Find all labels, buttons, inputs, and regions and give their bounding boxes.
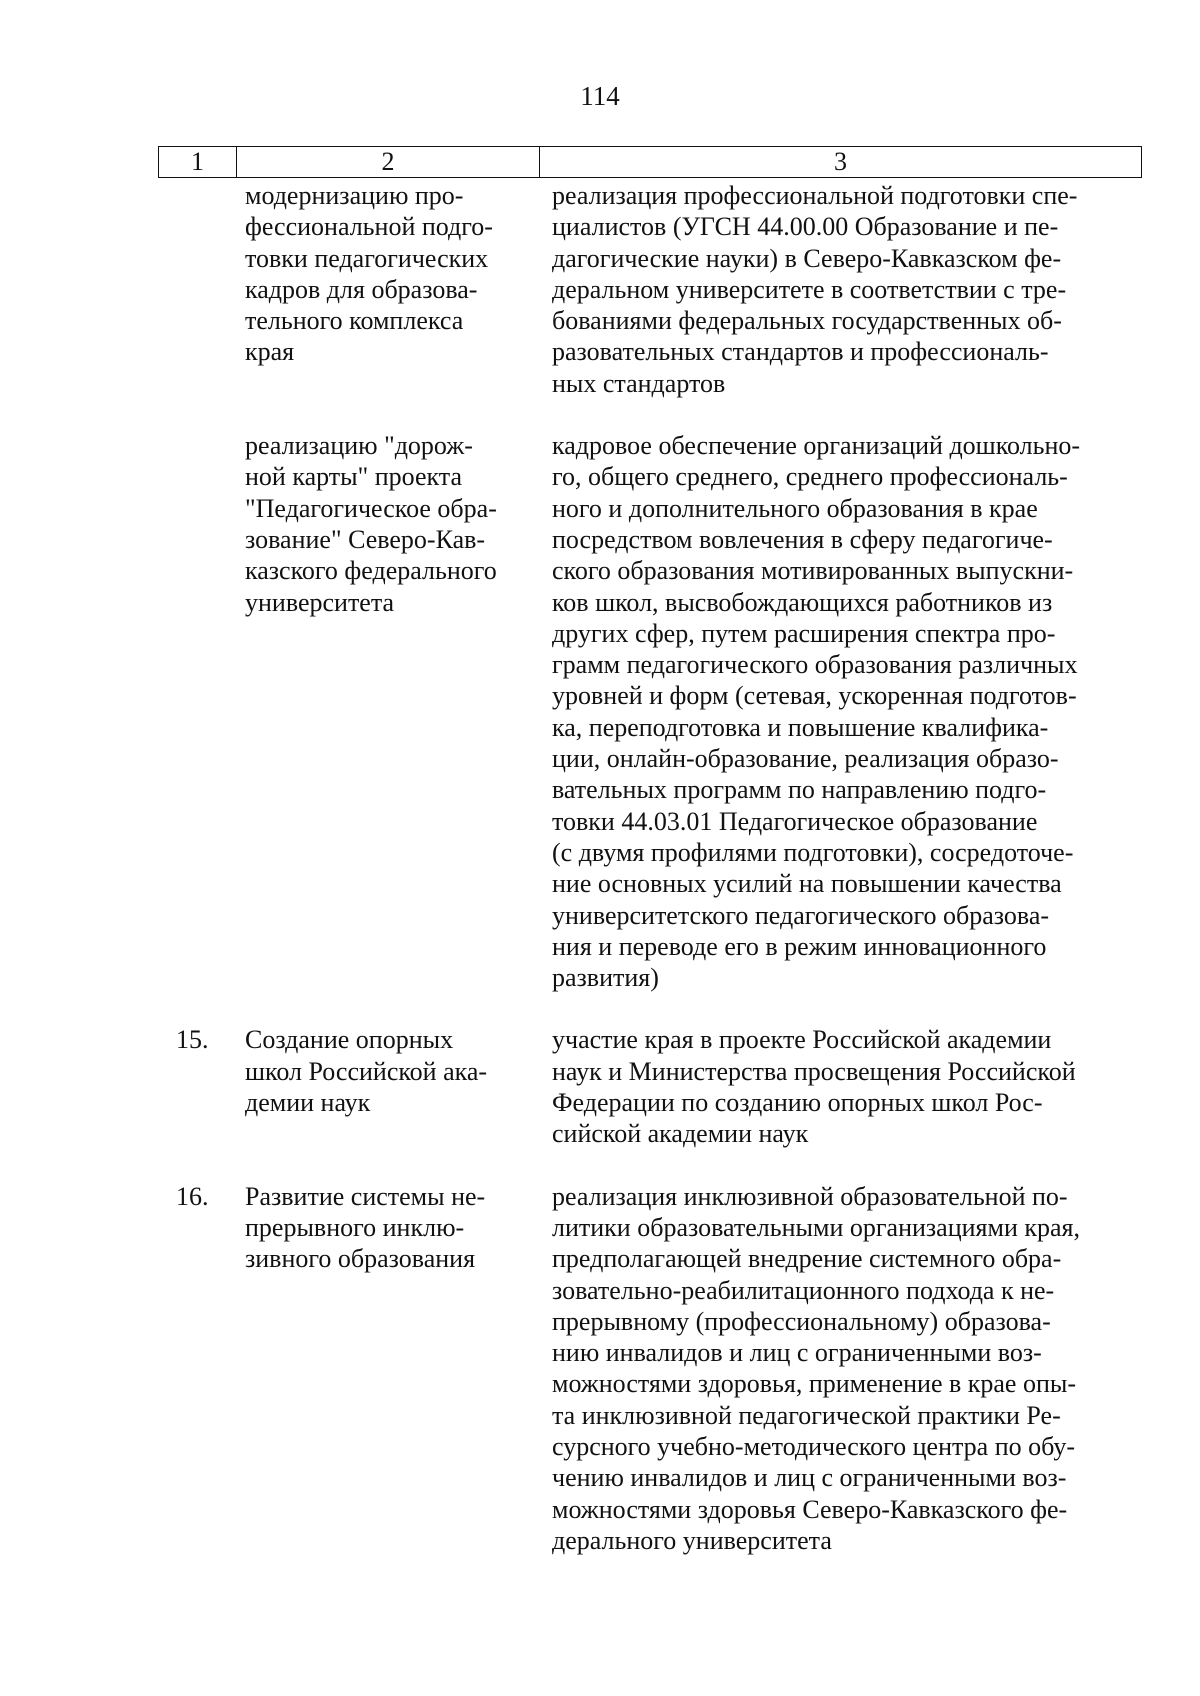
row-number: 16. (176, 1181, 209, 1211)
table-row (0, 430, 1200, 993)
table-body (0, 180, 1200, 1556)
table-header-col-3: 3 (834, 147, 847, 176)
row-title: Создание опорных школ Российской ака- демии наук (245, 1025, 488, 1118)
table-header (158, 146, 1142, 178)
row-title: Развитие системы не- прерывного инклю- зивного образования (245, 1181, 486, 1274)
row-title: модернизацию про- фессиональной подго- товки педагогических кадров для образова- тельного комплекса края (245, 181, 493, 367)
row-description: реализация профессиональной подготовки спе- циалистов (УГСН 44.00.00 Образование и пе- дагогические науки) в Северо-Кавказском фе- деральном университете в соответствии с тре- бованиями федеральных государственных об- разовательных стандартов и профессиональ- ных стандартов (552, 181, 1078, 398)
table-row (0, 1024, 1200, 1149)
row-description: участие края в проекте Российской академии наук и Министерства просвещения Российской Федерации по созданию опорных школ Рос- сийской академии наук (552, 1025, 1076, 1149)
table-header-col-2: 2 (237, 147, 540, 177)
row-description: реализация инклюзивной образовательной по- литики образовательными организациями края, предполагающей внедрение системного обра- зовательно-реабилитационного подхода к не- прерывному (профессиональному) образова- нию инвалидов и лиц с ограниченными воз- можностями здоровья, применение в крае опы- та инклюзивной педагогической практики Ре- сурсного учебно-методического центра по обу- чению инвалидов и лиц с ограниченными воз- можностями здоровья Северо-Кавказского фе- дерального университета (552, 1181, 1081, 1555)
row-number: 15. (176, 1025, 209, 1055)
row-title: реализацию "дорож- ной карты" проекта "Педагогическое обра- зование" Северо-Кав- казского федерального университета (245, 431, 497, 617)
page-number: 114 (580, 81, 620, 111)
table-header-col-1: 1 (159, 147, 237, 177)
row-number (0, 180, 245, 399)
row-description: кадровое обеспечение организаций дошкольно- го, общего среднего, среднего профессиональ- ного и дополнительного образования в крае посредством вовлечения в сферу педагогиче- ского образования мотивированных выпускни- ков школ, высвобождающихся работников из других сфер, путем расширения спектра про- грамм педагогического образования различных уровней и форм (сетевая, ускоренная подготов- ка, переподготовка и повышение квалифика- ции, онлайн-образование, реализация образо- вательных программ по направлению подго- товки 44.03.01 Педагогическое образование (с двумя профилями подготовки), сосредоточе- ние основных усилий на повышении качества университетского педагогического образова- ния и переводе его в режим инновационного развития) (552, 431, 1081, 993)
table-row (0, 1181, 1200, 1557)
table-row (0, 180, 1200, 399)
row-number (0, 430, 245, 993)
